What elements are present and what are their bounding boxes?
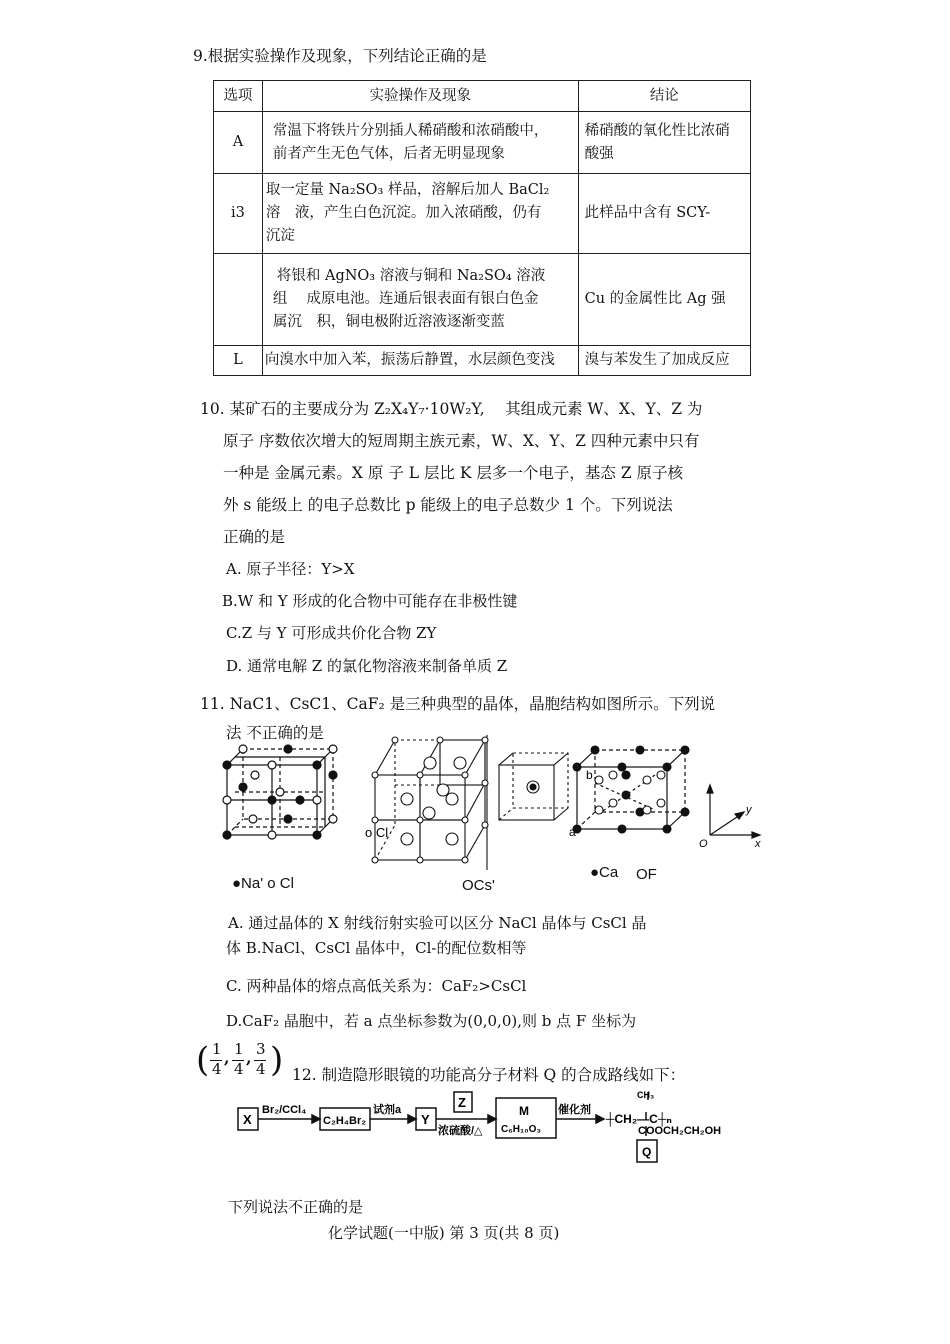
table-row [214, 254, 751, 346]
header-option: 选项 [214, 81, 263, 112]
question-10-line: 原子 序数依次增大的短周期主族元素，W、X、Y、Z 四种元素中只有 [223, 432, 700, 450]
nacl-legend: ●Na' o Cl [232, 875, 294, 892]
row-option [214, 254, 263, 346]
op-line: 取一定量 Na₂SO₃ 样品，溶解后加人 BaCl₂ [265, 182, 550, 198]
row-conclusion [578, 112, 750, 174]
axis-x-label: x [755, 838, 761, 850]
row-conclusion [578, 346, 750, 376]
row-option: L [214, 346, 263, 376]
op-line: 将银和 AgNO₃ 溶液与铜和 Na₂SO₄ 溶液 [276, 268, 546, 284]
f-legend: OF [636, 866, 657, 883]
question-11-line: 11. NaC1、CsC1、CaF₂ 是三种典型的晶体，晶胞结构如图所示。下列说 [200, 695, 716, 713]
frac-den: 4 [256, 1060, 266, 1078]
q10-option-c: C.Z 与 Y 可形成共价化合物 ZY [226, 624, 437, 642]
table-row [214, 174, 751, 254]
caf2-atoms [573, 746, 689, 833]
polymer-backbone: ┼CH₂—C┼ₙ [606, 1112, 672, 1126]
concl-line: 溴与苯发生了加成反应 [584, 352, 730, 368]
concl-line: Cu 的金属性比 Ag 强 [584, 291, 726, 307]
row-operation [262, 254, 578, 346]
q10-option-a: A. 原子半径：Y>X [226, 560, 355, 578]
op-line: 沉淀 [265, 228, 295, 244]
node-z: Z [458, 1095, 466, 1110]
row-operation [262, 112, 578, 174]
op-line: 向溴水中加入苯，振荡后静置，水层颜色变浅 [264, 352, 555, 368]
header-operation: 实验操作及现象 [262, 81, 578, 112]
row-option: i3 [214, 174, 263, 254]
op-line: 前者产生无色气体，后者无明显现象 [272, 145, 505, 162]
node-y: Y [421, 1112, 430, 1127]
row-conclusion [578, 254, 750, 346]
ca-legend: ●Ca [590, 864, 619, 881]
reagent-br2: Br₂/CCl₄ [262, 1104, 307, 1116]
q10-option-d: D. 通常电解 Z 的氯化物溶液来制备单质 Z [226, 657, 508, 675]
frac-den: 4 [212, 1060, 222, 1078]
b-point-coordinate: ( 1 4 , 1 4 , 3 4 ) [196, 1040, 284, 1080]
axis-o-label: O [699, 838, 708, 850]
question-10-line: 10. 某矿石的主要成分为 Z₂X₄Y₇·10W₂Y, 其组成元素 W、X、Y、Z 为 [200, 400, 703, 418]
ester-side-chain: COOCH₂CH₂OH [638, 1125, 722, 1137]
row-operation [262, 174, 578, 254]
methyl-group: CH₃ [637, 1090, 655, 1100]
row-operation [262, 346, 578, 376]
table-row [214, 346, 751, 376]
question-10-line: 一种是 金属元素。X 原 子 L 层比 K 层多一个电子，基态 Z 原子核 [223, 464, 684, 482]
axes-icon [707, 785, 760, 838]
node-m-formula: C₆H₁₀O₃ [501, 1124, 542, 1135]
cscl-lattice [375, 735, 487, 870]
cscl-cl-mark: o Cl [365, 825, 389, 840]
frac-num: 1 [212, 1040, 222, 1058]
node-x: X [243, 1112, 252, 1127]
op-line: 属沉 积，铜电极附近溶液逐渐变蓝 [272, 314, 505, 330]
frac-num: 3 [256, 1040, 266, 1058]
axis-y-label: y [746, 804, 752, 816]
cscl-atoms [372, 737, 488, 863]
op-line: 溶 液，产生白色沉淀。加入浓硝酸，仍有 [265, 205, 542, 221]
concl-line: 酸强 [584, 145, 614, 162]
concl-line: 此样品中含有 SCY- [584, 205, 711, 221]
table-header-row [214, 81, 751, 112]
table-row [214, 112, 751, 174]
q11-option-d: D.CaF₂ 晶胞中，若 a 点坐标参数为(0,0,0),则 b 点 F 坐标为 [226, 1012, 637, 1030]
op-line: 组 成原电池。连通后银表面有银白色金 [272, 291, 539, 307]
header-conclusion: 结论 [578, 81, 750, 112]
row-conclusion [578, 174, 750, 254]
reagent-h2so4: 浓硫酸/△ [438, 1125, 483, 1137]
question-10-line: 外 s 能级上 的电子总数比 p 能级上的电子总数少 1 个。下列说法 [223, 496, 673, 514]
question-9-title: 9.根据实验操作及现象，下列结论正确的是 [193, 47, 487, 65]
question-11-line: 法 不正确的是 [226, 724, 324, 742]
row-option: A [214, 112, 263, 174]
crystal-structures-figure [215, 735, 775, 895]
q11-option-c: C. 两种晶体的熔点高低关系为：CaF₂>CsCl [226, 977, 527, 995]
op-line: 常温下将铁片分别插人稀硝酸和浓硝酸中， [272, 122, 549, 139]
concl-line: 稀硝酸的氧化性比浓硝 [584, 122, 730, 139]
q10-option-b: B.W 和 Y 形成的化合物中可能存在非极性键 [222, 592, 518, 610]
frac-num: 1 [234, 1040, 244, 1058]
node-m: M [519, 1104, 529, 1118]
point-a-label: a [569, 825, 576, 839]
node-c2h4br2: C₂H₄Br₂ [323, 1115, 367, 1127]
experiment-table [213, 80, 751, 376]
node-q: Q [642, 1145, 652, 1159]
question-10-line: 正确的是 [223, 528, 286, 546]
page-footer: 化学试题(一中版) 第 3 页(共 8 页) [328, 1224, 560, 1242]
cscl-unit-cell [499, 753, 568, 820]
caf2-unit-cell [577, 750, 685, 829]
reagent-catalyst: 催化剂 [558, 1104, 591, 1116]
point-b-label: b [586, 768, 593, 782]
reagent-a: 试剂a [373, 1104, 402, 1116]
q11-option-a: A. 通过晶体的 X 射线衍射实验可以区分 NaCl 晶体与 CsCl 晶 [228, 914, 647, 932]
synthesis-route-diagram [232, 1088, 752, 1166]
frac-den: 4 [234, 1060, 244, 1078]
q11-option-b: 体 B.NaCl、CsCl 晶体中，Cl-的配位数相等 [226, 939, 527, 957]
question-12-title: 12. 制造隐形眼镜的功能高分子材料 Q 的合成路线如下： [292, 1066, 686, 1084]
q12-prompt: 下列说法不正确的是 [228, 1198, 364, 1216]
cs-legend: OCs' [462, 877, 495, 894]
